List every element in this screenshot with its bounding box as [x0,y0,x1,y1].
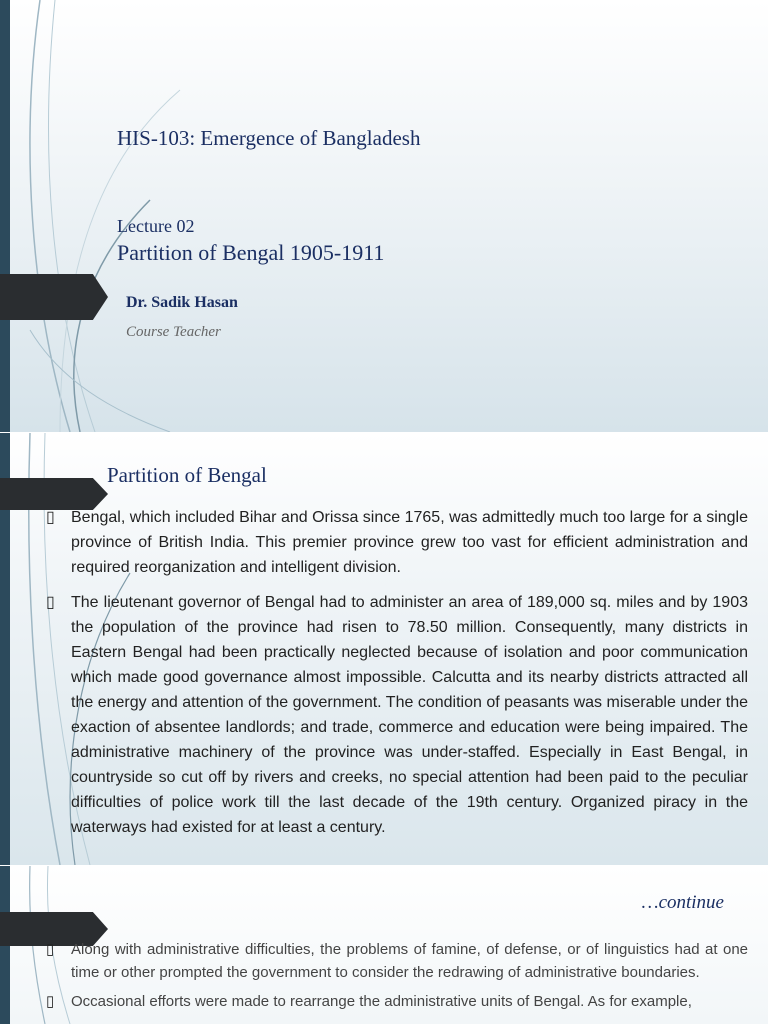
bullet-marker-icon: ▯ [46,509,55,526]
bullet-item [46,990,748,1013]
author-name: Dr. Sadik Hasan [126,294,238,311]
bullet-text: Bengal, which included Bihar and Orissa since 1765, was admittedly much too large for a single province of British India. This premier province grew too vast for efficient administration and required reorganization and intelligent division. [71,509,748,576]
lecture-number: Lecture 02 [117,216,195,236]
slide-partition-of-bengal [0,433,768,865]
bullet-text: Occasional efforts were made to rearrange the administrative units of Bengal. As for example, [71,993,692,1010]
bullet-item [46,505,748,580]
slide-heading: Partition of Bengal [107,463,267,487]
slide-continue [0,866,768,1024]
bullet-text: The lieutenant governor of Bengal had to administer an area of 189,000 sq. miles and by 1903 the population of the province had risen to 78.50 million. Consequently, many districts in Eastern Bengal had been practically neglected because of isolation and poor communication which made good governance almost impossible. Calcutta and its nearby districts attracted all the energy and attention of the government. The condition of peasants was miserable under the exaction of absentee landlords; and trade, commerce and education were being impaired. The administrative machinery of the province was under-staffed. Especially in East Bengal, in countryside so cut off by rivers and creeks, no special attention had been paid to the peculiar difficulties of police work till the last decade of the 19th century. Organized piracy in the waterways had existed for at least a century. [71,594,748,836]
bullet-marker-icon: ▯ [46,594,55,611]
author-role: Course Teacher [126,324,221,340]
decorative-curves [0,0,768,432]
lecture-title: Partition of Bengal 1905-1911 [117,240,385,265]
bullet-list [46,505,748,850]
slide-arrow-tab [0,274,108,320]
continue-label: …continue [641,892,724,913]
bullet-item [46,590,748,840]
bullet-text: Along with administrative difficulties, the problems of famine, of defense, or of linguistics had at one time or other prompted the government to consider the redrawing of administrative boundaries. [71,941,748,981]
course-title: HIS-103: Emergence of Bangladesh [117,126,421,150]
slide-title [0,0,768,432]
bullet-list [46,938,748,1019]
bullet-item [46,938,748,984]
bullet-marker-icon: ▯ [46,993,55,1010]
bullet-marker-icon: ▯ [46,941,55,958]
